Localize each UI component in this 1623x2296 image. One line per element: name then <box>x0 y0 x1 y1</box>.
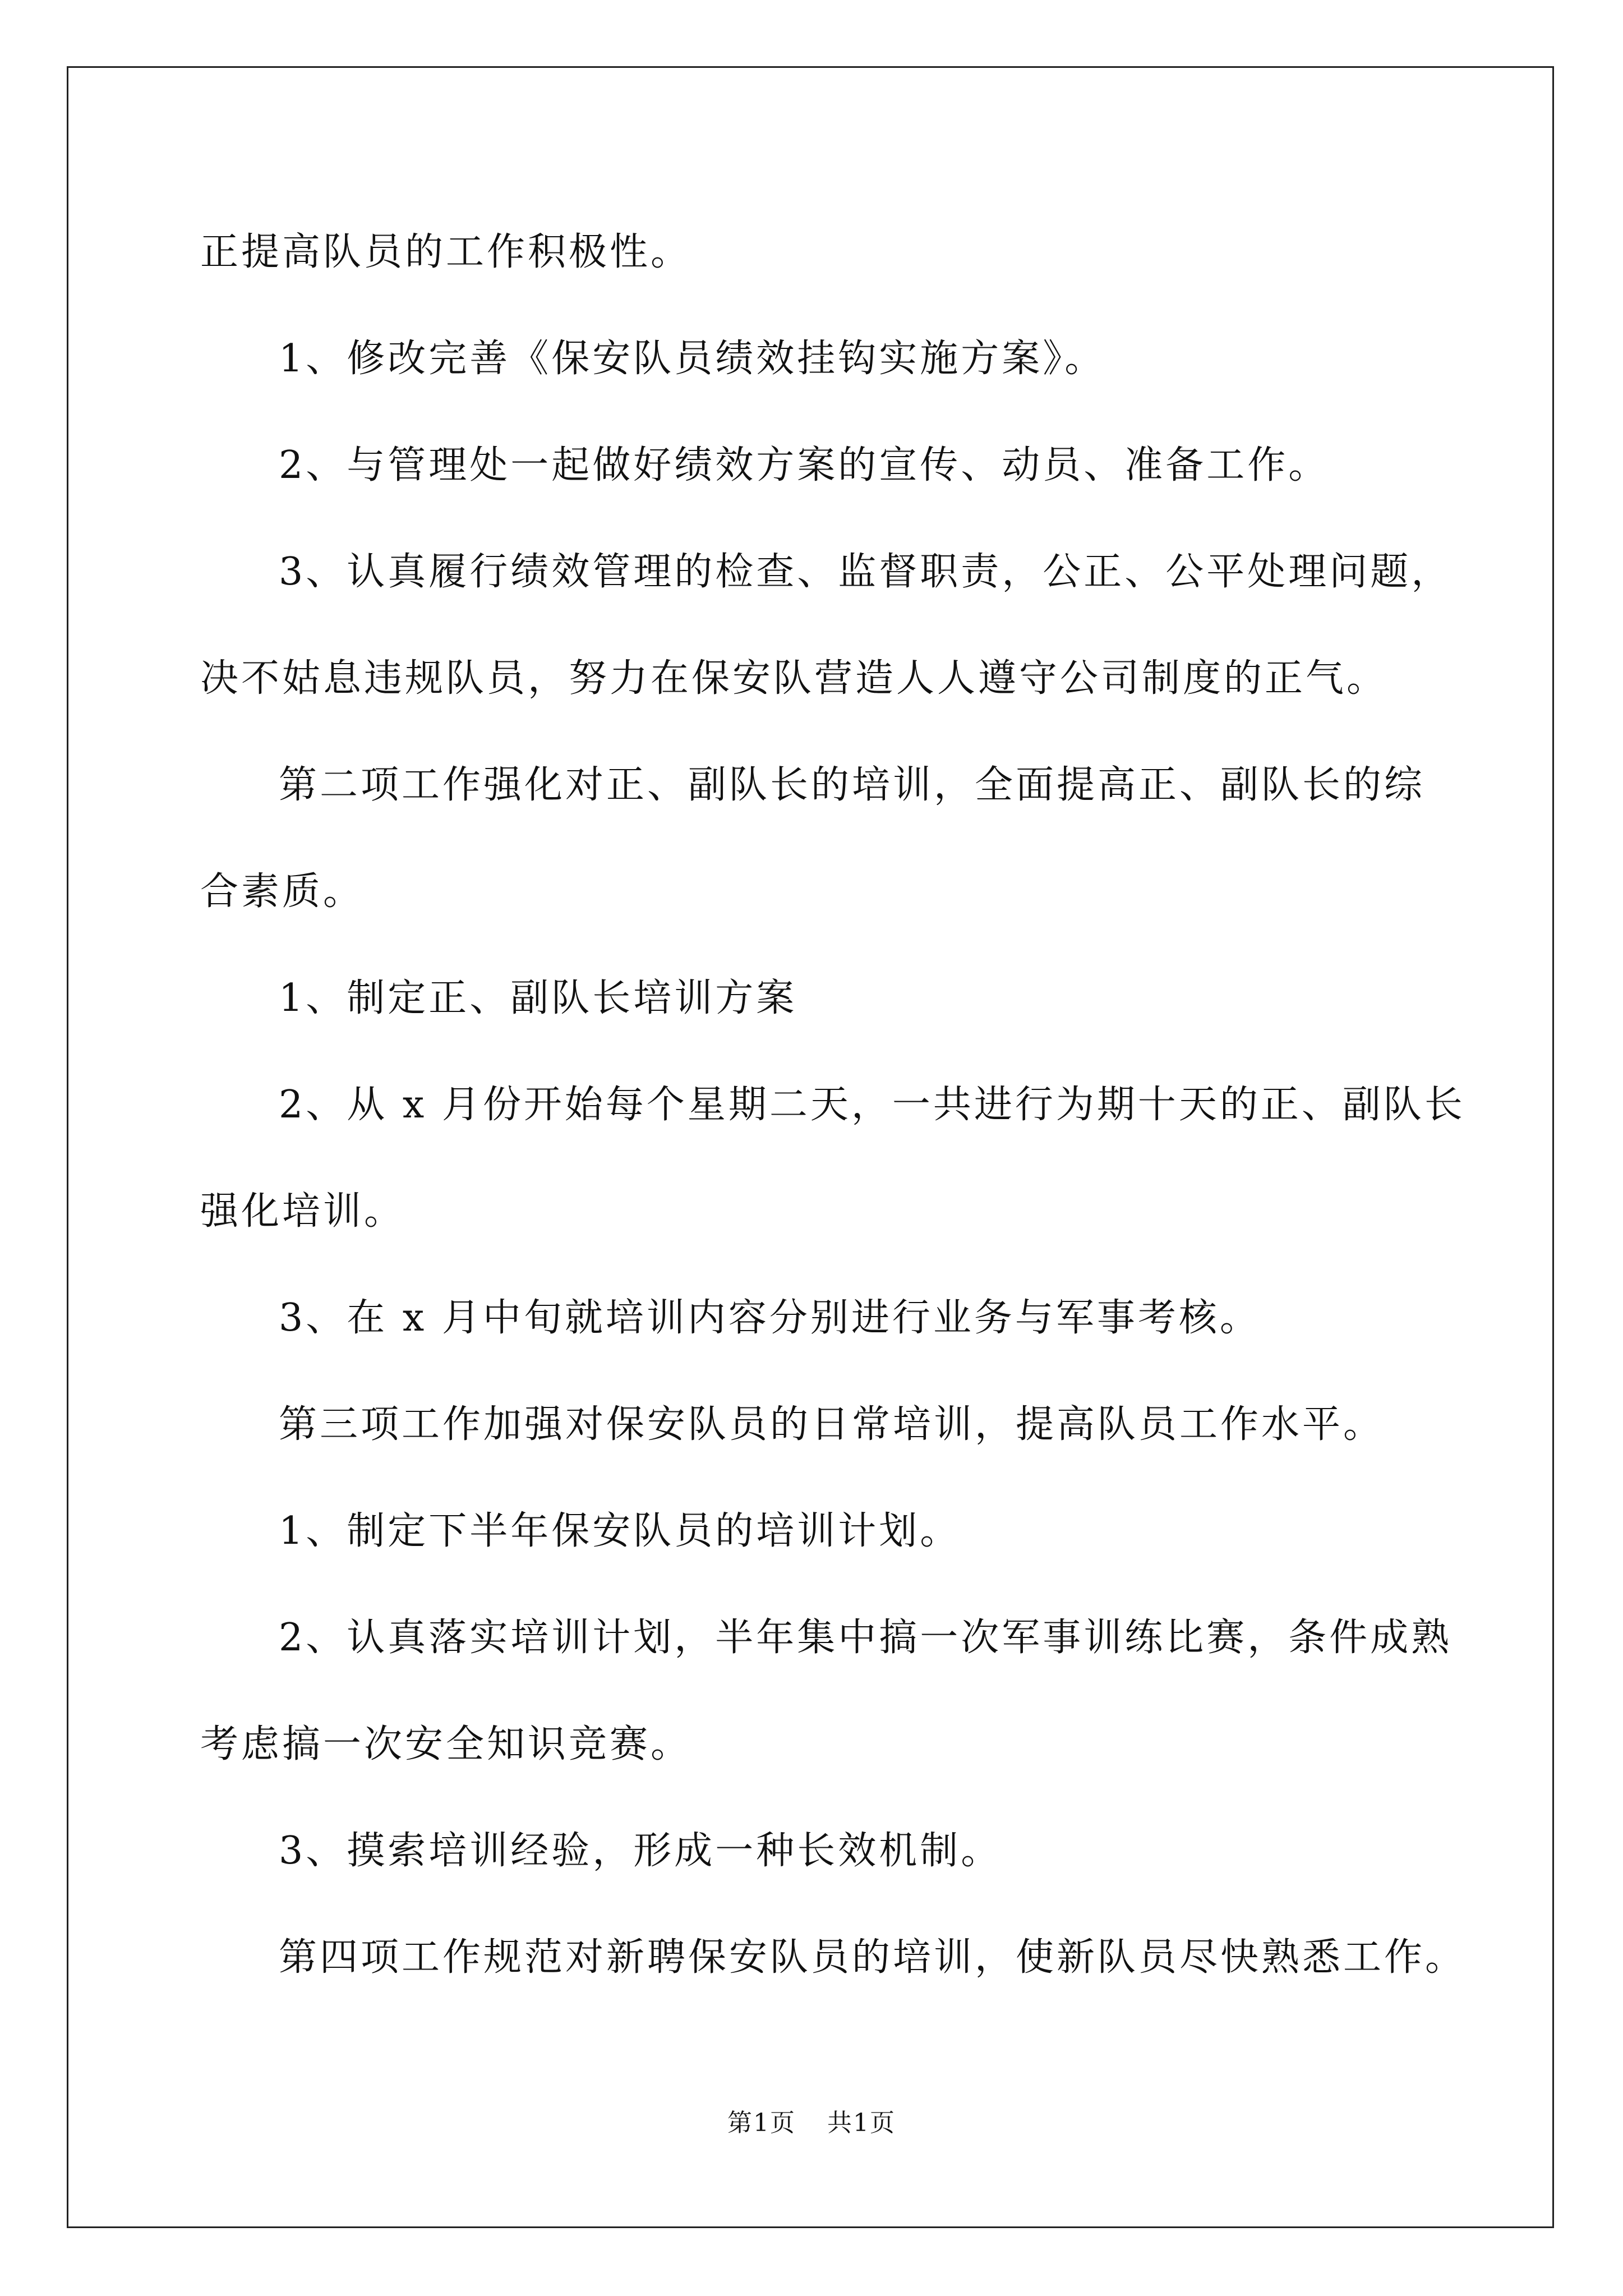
text-line-14: 2、认真落实培训计划，半年集中搞一次军事训练比赛，条件成熟 <box>279 1616 1453 1660</box>
page-border <box>67 66 1554 2228</box>
page-number: 第1页 <box>727 2109 796 2137</box>
text-line-5: 决不姑息违规队员，努力在保安队营造人人遵守公司制度的正气。 <box>200 656 1388 701</box>
text-line-11: 3、在 x 月中旬就培训内容分别进行业务与军事考核。 <box>279 1296 1261 1340</box>
text-line-10: 强化培训。 <box>200 1189 405 1234</box>
text-line-2: 1、修改完善《保安队员绩效挂钩实施方案》。 <box>279 337 1106 381</box>
text-line-4: 3、认真履行绩效管理的检查、监督职责，公正、公平处理问题， <box>279 550 1453 594</box>
text-line-9: 2、从 x 月份开始每个星期二天，一共进行为期十天的正、副队长 <box>279 1083 1465 1127</box>
text-line-17: 第四项工作规范对新聘保安队员的培训，使新队员尽快熟悉工作。 <box>279 1935 1467 1980</box>
text-line-6: 第二项工作强化对正、副队长的培训，全面提高正、副队长的综 <box>279 763 1426 807</box>
page-footer <box>0 2106 1623 2140</box>
text-line-3: 2、与管理处一起做好绩效方案的宣传、动员、准备工作。 <box>279 443 1330 487</box>
text-line-13: 1、制定下半年保安队员的培训计划。 <box>279 1509 961 1553</box>
text-line-8: 1、制定正、副队长培训方案 <box>279 976 797 1020</box>
text-line-12: 第三项工作加强对保安队员的日常培训，提高队员工作水平。 <box>279 1402 1385 1447</box>
page-total: 共1页 <box>827 2109 896 2137</box>
text-line-15: 考虑搞一次安全知识竞赛。 <box>200 1722 692 1766</box>
text-line-7: 合素质。 <box>200 869 365 914</box>
text-line-1: 正提高队员的工作积极性。 <box>200 230 692 274</box>
text-line-16: 3、摸索培训经验，形成一种长效机制。 <box>279 1829 1002 1873</box>
